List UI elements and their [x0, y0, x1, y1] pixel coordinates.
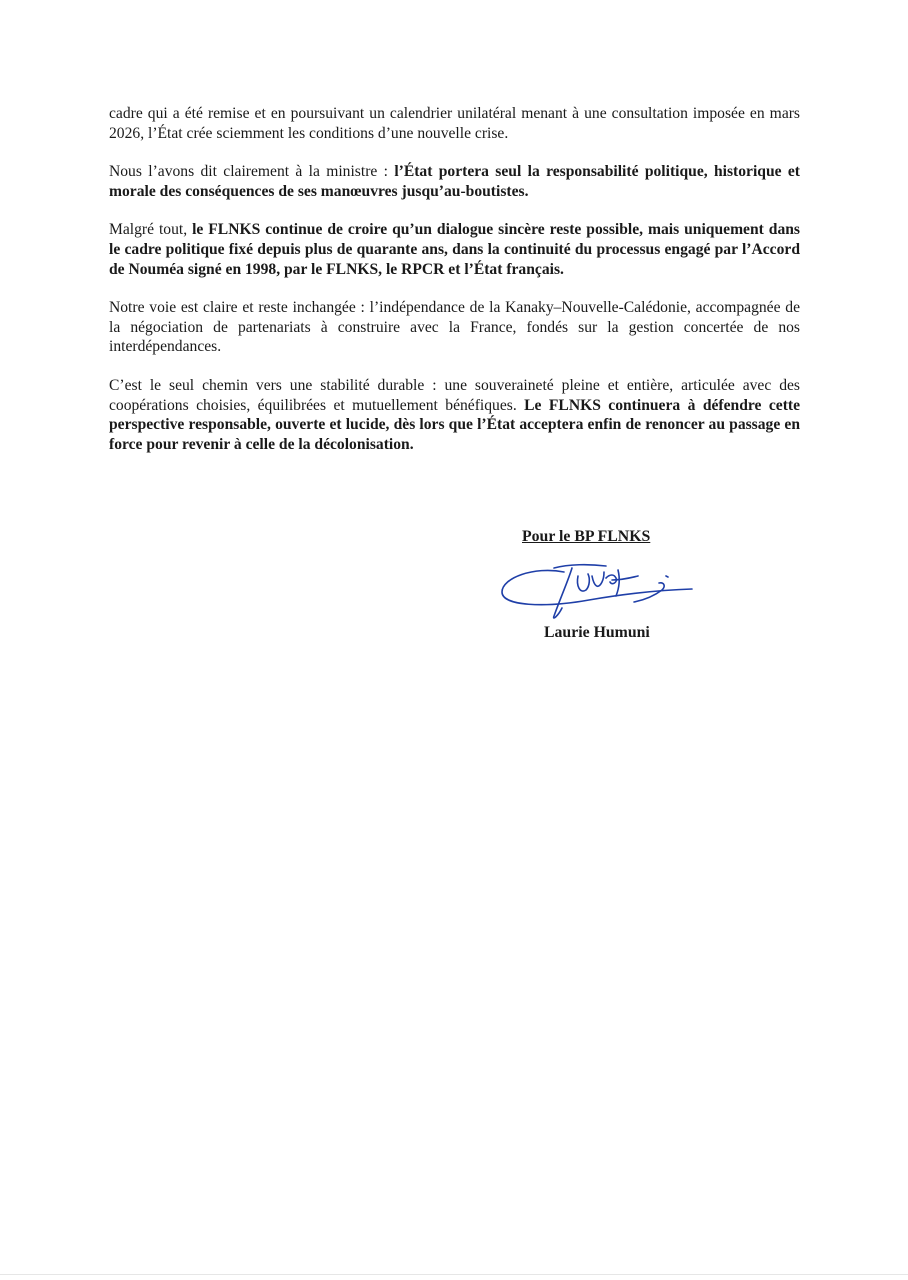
- paragraph-5: [109, 376, 800, 454]
- paragraph-5-bold-text: Le FLNKS continuera à défendre cette perspective responsable, ouverte et lucide, dès lors que l’État acceptera enfin de renoncer au passage en force pour revenir à celle de la décolonisation.: [109, 396, 800, 453]
- paragraph-3: [109, 220, 800, 279]
- paragraph-3-text: Malgré tout,: [109, 221, 193, 239]
- signatory-name: Laurie Humuni: [544, 624, 650, 641]
- paragraph-1-text: cadre qui a été remise et en poursuivant un calendrier unilatéral menant à une consultation imposée en mars 2026, l’État crée sciemment les conditions d’une nouvelle crise.: [109, 105, 800, 142]
- paragraph-2-text: Nous l’avons dit clairement à la ministre :: [109, 163, 395, 181]
- page-bottom-edge: [0, 1274, 908, 1275]
- paragraph-2: [109, 162, 800, 201]
- paragraph-4: [109, 298, 800, 357]
- paragraph-1: [109, 104, 800, 143]
- signature-block: [480, 528, 700, 641]
- paragraph-2-bold-text: l’État portera seul la responsabilité politique, historique et morale des conséquences de ses manœuvres jusqu’au-boutistes.: [109, 163, 800, 200]
- handwritten-signature-icon: [494, 556, 694, 626]
- document-body: [109, 104, 800, 473]
- paragraph-4-text: Notre voie est claire et reste inchangée : l’indépendance de la Kanaky–Nouvelle-Calédonie, accompagnée de la négociation de partenariats à construire avec la France, fondés sur la gestion concertée de nos interdépendances.: [109, 299, 800, 356]
- paragraph-3-bold-text: le FLNKS continue de croire qu’un dialogue sincère reste possible, mais uniquement dans le cadre politique fixé depuis plus de quarante ans, dans la continuité du processus engagé par l’Accord de Nouméa signé en 1998, par le FLNKS, le RPCR et l’État français.: [109, 221, 800, 278]
- paragraph-5-text: C’est le seul chemin vers une stabilité durable : une souveraineté pleine et entière, articulée avec des coopérations choisies, équilibrées et mutuellement bénéfiques.: [109, 376, 800, 414]
- signature-title: Pour le BP FLNKS: [522, 528, 651, 545]
